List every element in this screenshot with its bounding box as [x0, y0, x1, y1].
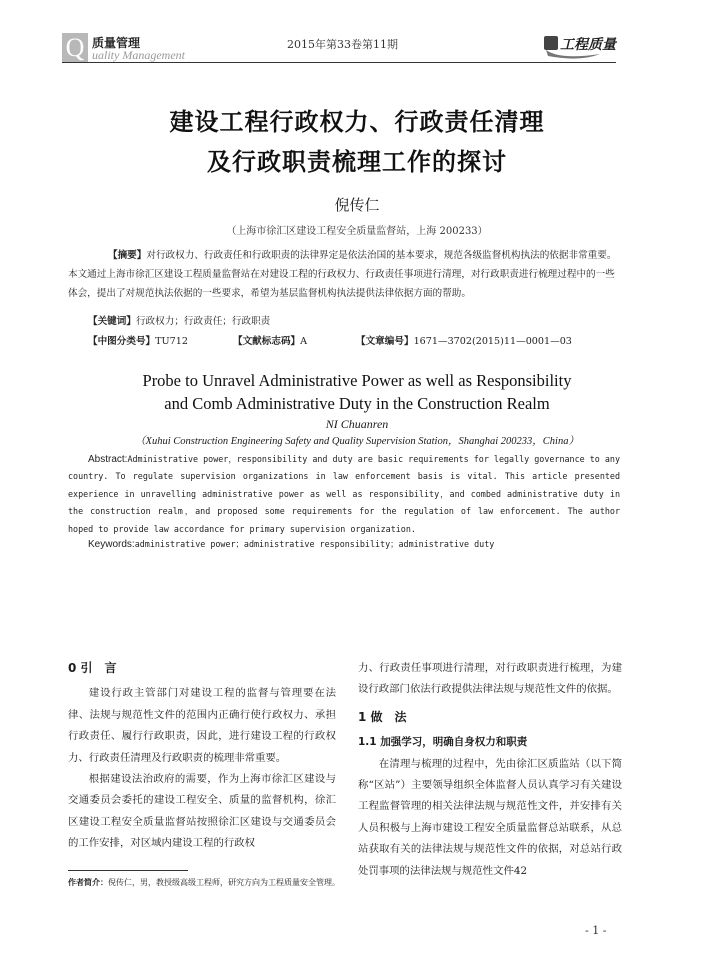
journal-logo-q: Q — [62, 33, 88, 63]
keywords-cn — [88, 312, 640, 331]
english-keywords-label: Keywords: — [88, 539, 135, 550]
clc-value: TU712 — [155, 336, 188, 347]
author-affiliation: （上海市徐汇区建设工程安全质量监督站，上海 200233） — [226, 226, 488, 237]
article-title-line2: 及行政职责梳理工作的探讨 — [207, 148, 507, 176]
english-keywords — [88, 538, 494, 550]
issue-label: 2015年第33卷第11期 — [287, 38, 398, 51]
english-author: NI Chuanren — [325, 417, 389, 431]
right-column — [358, 658, 622, 882]
abstract-cn-label: 【摘要】 — [108, 250, 147, 261]
english-keywords-text: administrative power；administrative responsibility；administrative duty — [134, 539, 495, 549]
clc-field — [88, 333, 188, 347]
abstract-cn — [68, 246, 620, 303]
left-paragraph-1: 建设行政主管部门对建设工程的监督与管理要在法律、法规与规范性文件的范围内正确行使行政权力、承担行政责任、履行行政职责，因此，进行建设工程的行政权力、行政责任清理及行政职责的梳理非常重要。 — [68, 687, 336, 764]
article-title-line1: 建设工程行政权力、行政责任清理 — [169, 108, 545, 136]
english-title-line1: Probe to Unravel Administrative Power as well as Responsibility — [142, 371, 572, 390]
subsection-1-1-title: 1.1 加强学习，明确自身权力和职责 — [358, 736, 528, 749]
keywords-cn-label: 【关键词】 — [88, 316, 136, 327]
article-id-label: 【文章编号】 — [356, 336, 414, 347]
journal-name-cn: 质量管理 — [92, 36, 141, 50]
english-title-line2: and Comb Administrative Duty in the Construction Realm — [164, 394, 550, 413]
english-abstract — [68, 451, 620, 538]
doc-code-label: 【文献标志码】 — [233, 336, 301, 347]
footnote-rule — [68, 870, 188, 871]
left-paragraph-2: 根据建设法治政府的需要，作为上海市徐汇区建设与交通委员会委托的建设工程安全、质量的监督机构，徐汇区建设工程安全质量监督站按照徐汇区建设与交通委员会的工作安排，对区域内建设工程的行政权 — [68, 773, 336, 850]
doc-code-field — [233, 333, 307, 347]
clc-label: 【中图分类号】 — [88, 336, 156, 347]
journal-name-en: uality Management — [92, 48, 185, 62]
english-affiliation: （Xuhui Construction Engineering Safety and Quality Supervision Station，Shanghai 200233，China） — [135, 436, 579, 447]
article-id-value: 1671—3702(2015)11—0001—03 — [413, 336, 572, 347]
doc-code-value: A — [300, 336, 308, 347]
brand-logo — [540, 30, 620, 62]
english-abstract-label: Abstract: — [88, 454, 128, 465]
page-number: - 1 - — [585, 924, 607, 937]
section-0-title: 0 引 言 — [68, 661, 117, 675]
left-column — [68, 658, 336, 855]
right-continuation: 力、行政责任事项进行清理，对行政职责进行梳理，为建设行政部门依法行政提供法律法规与规范性文件的依据。 — [358, 662, 622, 696]
english-abstract-text: Administrative power，responsibility and duty are basic requirements for legally governance to any country. To regulate supervision organizations in law enforcement basis is vital. This article presented experience in unravelling administrative power as well as responsibility，and combed administrative duty in the construction realm，and proposed some requirements for the regulation of law enforcement. The author hoped to provide law accordance for primary supervision organization. — [68, 454, 620, 534]
author-name: 倪传仁 — [334, 196, 380, 214]
abstract-cn-text: 对行政权力、行政责任和行政职责的法律界定是依法治国的基本要求，规范各级监督机构执法的依据非常重要。本文通过上海市徐汇区建设工程质量监督站在对建设工程的行政权力、行政责任事项进行清理，对行政职责进行梳理过程中的一些体会，提出了对规范执法依据的一些要求，希望为基层监督机构执法提供法律依据方面的帮助。 — [68, 250, 617, 299]
author-footnote — [68, 876, 348, 889]
header-rule — [62, 62, 616, 63]
right-paragraph: 在清理与梳理的过程中，先由徐汇区质监站（以下简称“区站”）主要领导组织全体监督人员认真学习有关建设工程监督管理的相关法律法规与规范性文件，并安排有关人员积极与上海市建设工程安全质量监督总站联系，从总站获取有关的法律法规与规范性文件的依据，对总站行政处罚事项的法律法规与规范性文件42 — [358, 757, 622, 877]
footnote-text: 倪传仁，男，教授级高级工程师，研究方向为工程质量安全管理。 — [108, 878, 340, 887]
brand-text: 工程质量 — [560, 37, 616, 53]
article-id-field — [356, 333, 572, 347]
section-1-title: 1 做 法 — [358, 709, 407, 724]
keywords-cn-text: 行政权力；行政责任；行政职责 — [135, 316, 271, 327]
footnote-label: 作者简介： — [68, 877, 108, 887]
